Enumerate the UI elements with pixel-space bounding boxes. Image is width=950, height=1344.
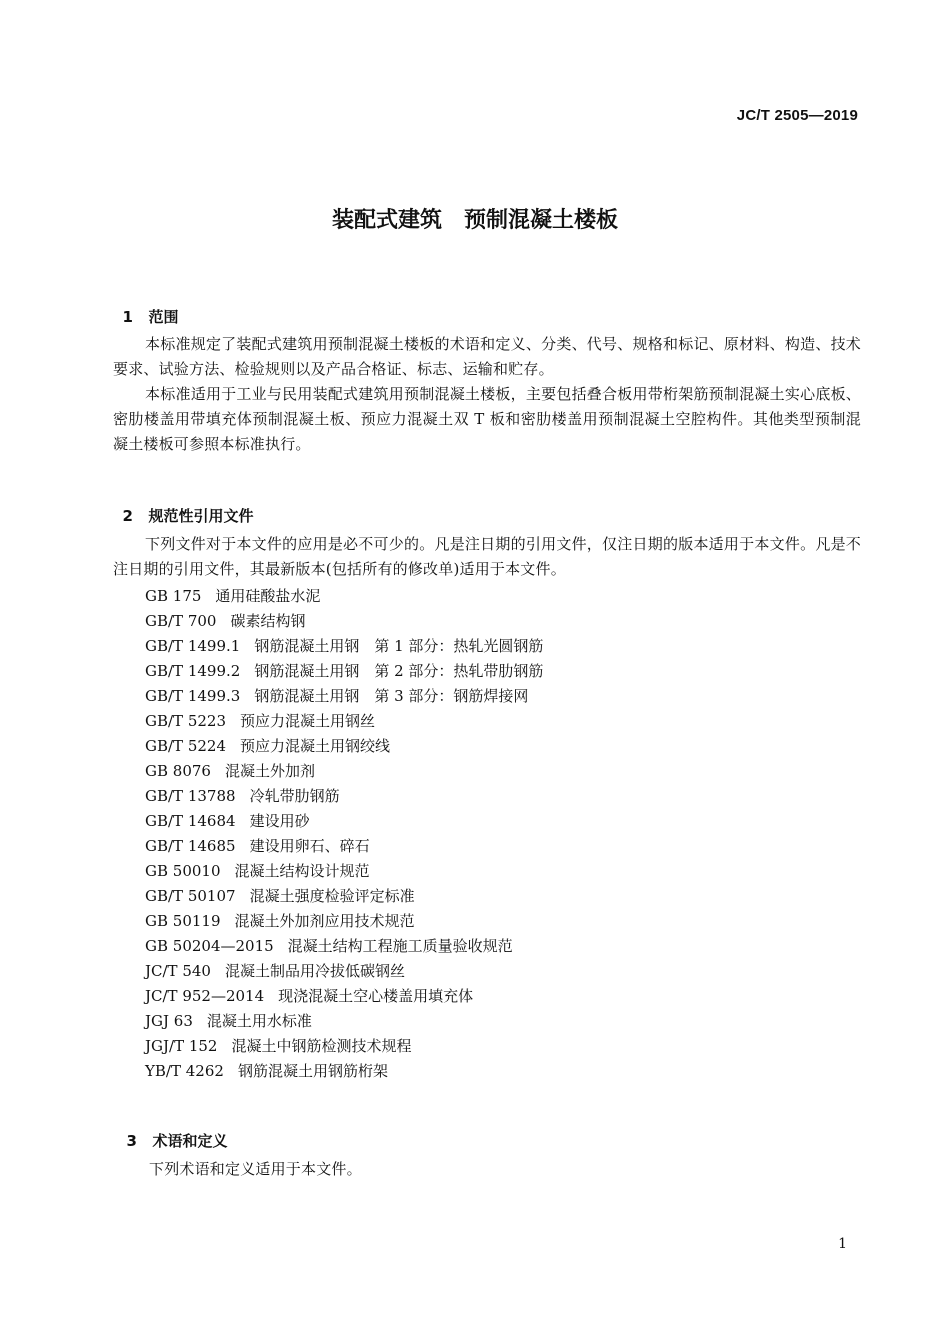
reference-title: 碳素结构钢 — [230, 612, 306, 630]
reference-code: GB/T 5223 — [145, 712, 227, 730]
section-1-paragraph-2: 本标准适用于工业与民用装配式建筑用预制混凝土楼板，主要包括叠合板用带桁架筋预制混凝土实心底板、密肋楼盖用带填充体预制混凝土板、预应力混凝土双 T 板和密肋楼盖用预制混凝土空腔构件。其他类型预制混凝土楼板可参照本标准执行。 — [113, 385, 861, 453]
reference-code: GB/T 1499.2 — [145, 662, 241, 680]
section-3-heading — [116, 1112, 227, 1151]
reference-item — [145, 709, 543, 734]
reference-item — [145, 934, 543, 959]
reference-title: 混凝土用水标准 — [206, 1012, 312, 1030]
section-2-paragraph-1: 下列文件对于本文件的应用是必不可少的。凡是注日期的引用文件，仅注日期的版本适用于本文件。凡是不注日期的引用文件，其最新版本(包括所有的修改单)适用于本文件。 — [113, 535, 861, 578]
reference-item — [145, 584, 543, 609]
reference-code: GB/T 5224 — [145, 737, 227, 755]
reference-code: GB/T 700 — [145, 612, 217, 630]
reference-code: GB/T 14684 — [145, 812, 236, 830]
reference-item — [145, 634, 543, 659]
reference-title: 通用硅酸盐水泥 — [215, 587, 321, 605]
reference-item — [145, 784, 543, 809]
section-title: 范围 — [148, 308, 179, 326]
reference-item — [145, 959, 543, 984]
normative-references-list — [145, 584, 543, 1084]
reference-title: 建设用卵石、碎石 — [249, 837, 370, 855]
section-number: 1 — [122, 308, 133, 326]
reference-code: GB 50204—2015 — [145, 937, 274, 955]
reference-item — [145, 909, 543, 934]
reference-code: GB 50010 — [145, 862, 221, 880]
reference-title: 钢筋混凝土用钢筋桁架 — [237, 1062, 388, 1080]
reference-item — [145, 1009, 543, 1034]
page-number: 1 — [838, 1236, 847, 1252]
section-title: 术语和定义 — [152, 1132, 228, 1150]
reference-title: 钢筋混凝土用钢 第 3 部分：钢筋焊接网 — [254, 687, 529, 705]
reference-code: GB/T 1499.3 — [145, 687, 241, 705]
reference-title: 建设用砂 — [249, 812, 310, 830]
section-1-paragraph-1: 本标准规定了装配式建筑用预制混凝土楼板的术语和定义、分类、代号、规格和标记、原材料、构造、技术要求、试验方法、检验规则以及产品合格证、标志、运输和贮存。 — [113, 335, 861, 378]
reference-item — [145, 984, 543, 1009]
reference-code: JGJ 63 — [145, 1012, 193, 1030]
reference-title: 混凝土强度检验评定标准 — [249, 887, 415, 905]
reference-title: 混凝土外加剂 — [224, 762, 315, 780]
reference-title: 混凝土制品用冷拔低碳钢丝 — [224, 962, 405, 980]
reference-title: 冷轧带肋钢筋 — [249, 787, 340, 805]
reference-item — [145, 609, 543, 634]
reference-title: 钢筋混凝土用钢 第 1 部分：热轧光圆钢筋 — [254, 637, 544, 655]
reference-title: 预应力混凝土用钢绞线 — [240, 737, 391, 755]
reference-item — [145, 659, 543, 684]
reference-title: 混凝土外加剂应用技术规范 — [234, 912, 415, 930]
reference-code: JC/T 952—2014 — [145, 987, 265, 1005]
reference-item — [145, 759, 543, 784]
reference-title: 预应力混凝土用钢丝 — [240, 712, 376, 730]
section-2-heading — [112, 487, 253, 526]
section-1-heading — [112, 288, 178, 327]
reference-code: GB/T 1499.1 — [145, 637, 241, 655]
reference-title: 混凝土结构工程施工质量验收规范 — [287, 937, 513, 955]
section-number: 2 — [122, 507, 133, 525]
reference-code: YB/T 4262 — [145, 1062, 224, 1080]
reference-code: JC/T 540 — [145, 962, 211, 980]
standard-code: JC/T 2505—2019 — [736, 107, 858, 124]
reference-code: GB 50119 — [145, 912, 221, 930]
reference-code: GB/T 13788 — [145, 787, 236, 805]
reference-title: 钢筋混凝土用钢 第 2 部分：热轧带肋钢筋 — [254, 662, 544, 680]
reference-item — [145, 1059, 543, 1084]
reference-title: 混凝土中钢筋检测技术规程 — [231, 1037, 412, 1055]
reference-title: 混凝土结构设计规范 — [234, 862, 370, 880]
reference-code: GB 8076 — [145, 762, 211, 780]
document-title: 装配式建筑 预制混凝土楼板 — [331, 208, 618, 233]
reference-item — [145, 684, 543, 709]
reference-code: GB/T 14685 — [145, 837, 236, 855]
reference-item — [145, 834, 543, 859]
section-number: 3 — [126, 1132, 137, 1150]
reference-code: GB/T 50107 — [145, 887, 236, 905]
reference-item — [145, 1034, 543, 1059]
reference-code: GB 175 — [145, 587, 202, 605]
reference-code: JGJ/T 152 — [145, 1037, 218, 1055]
reference-title: 现浇混凝土空心楼盖用填充体 — [278, 987, 474, 1005]
reference-item — [145, 809, 543, 834]
section-3-paragraph-1: 下列术语和定义适用于本文件。 — [149, 1160, 362, 1178]
section-title: 规范性引用文件 — [148, 507, 254, 525]
reference-item — [145, 859, 543, 884]
reference-item — [145, 884, 543, 909]
reference-item — [145, 734, 543, 759]
